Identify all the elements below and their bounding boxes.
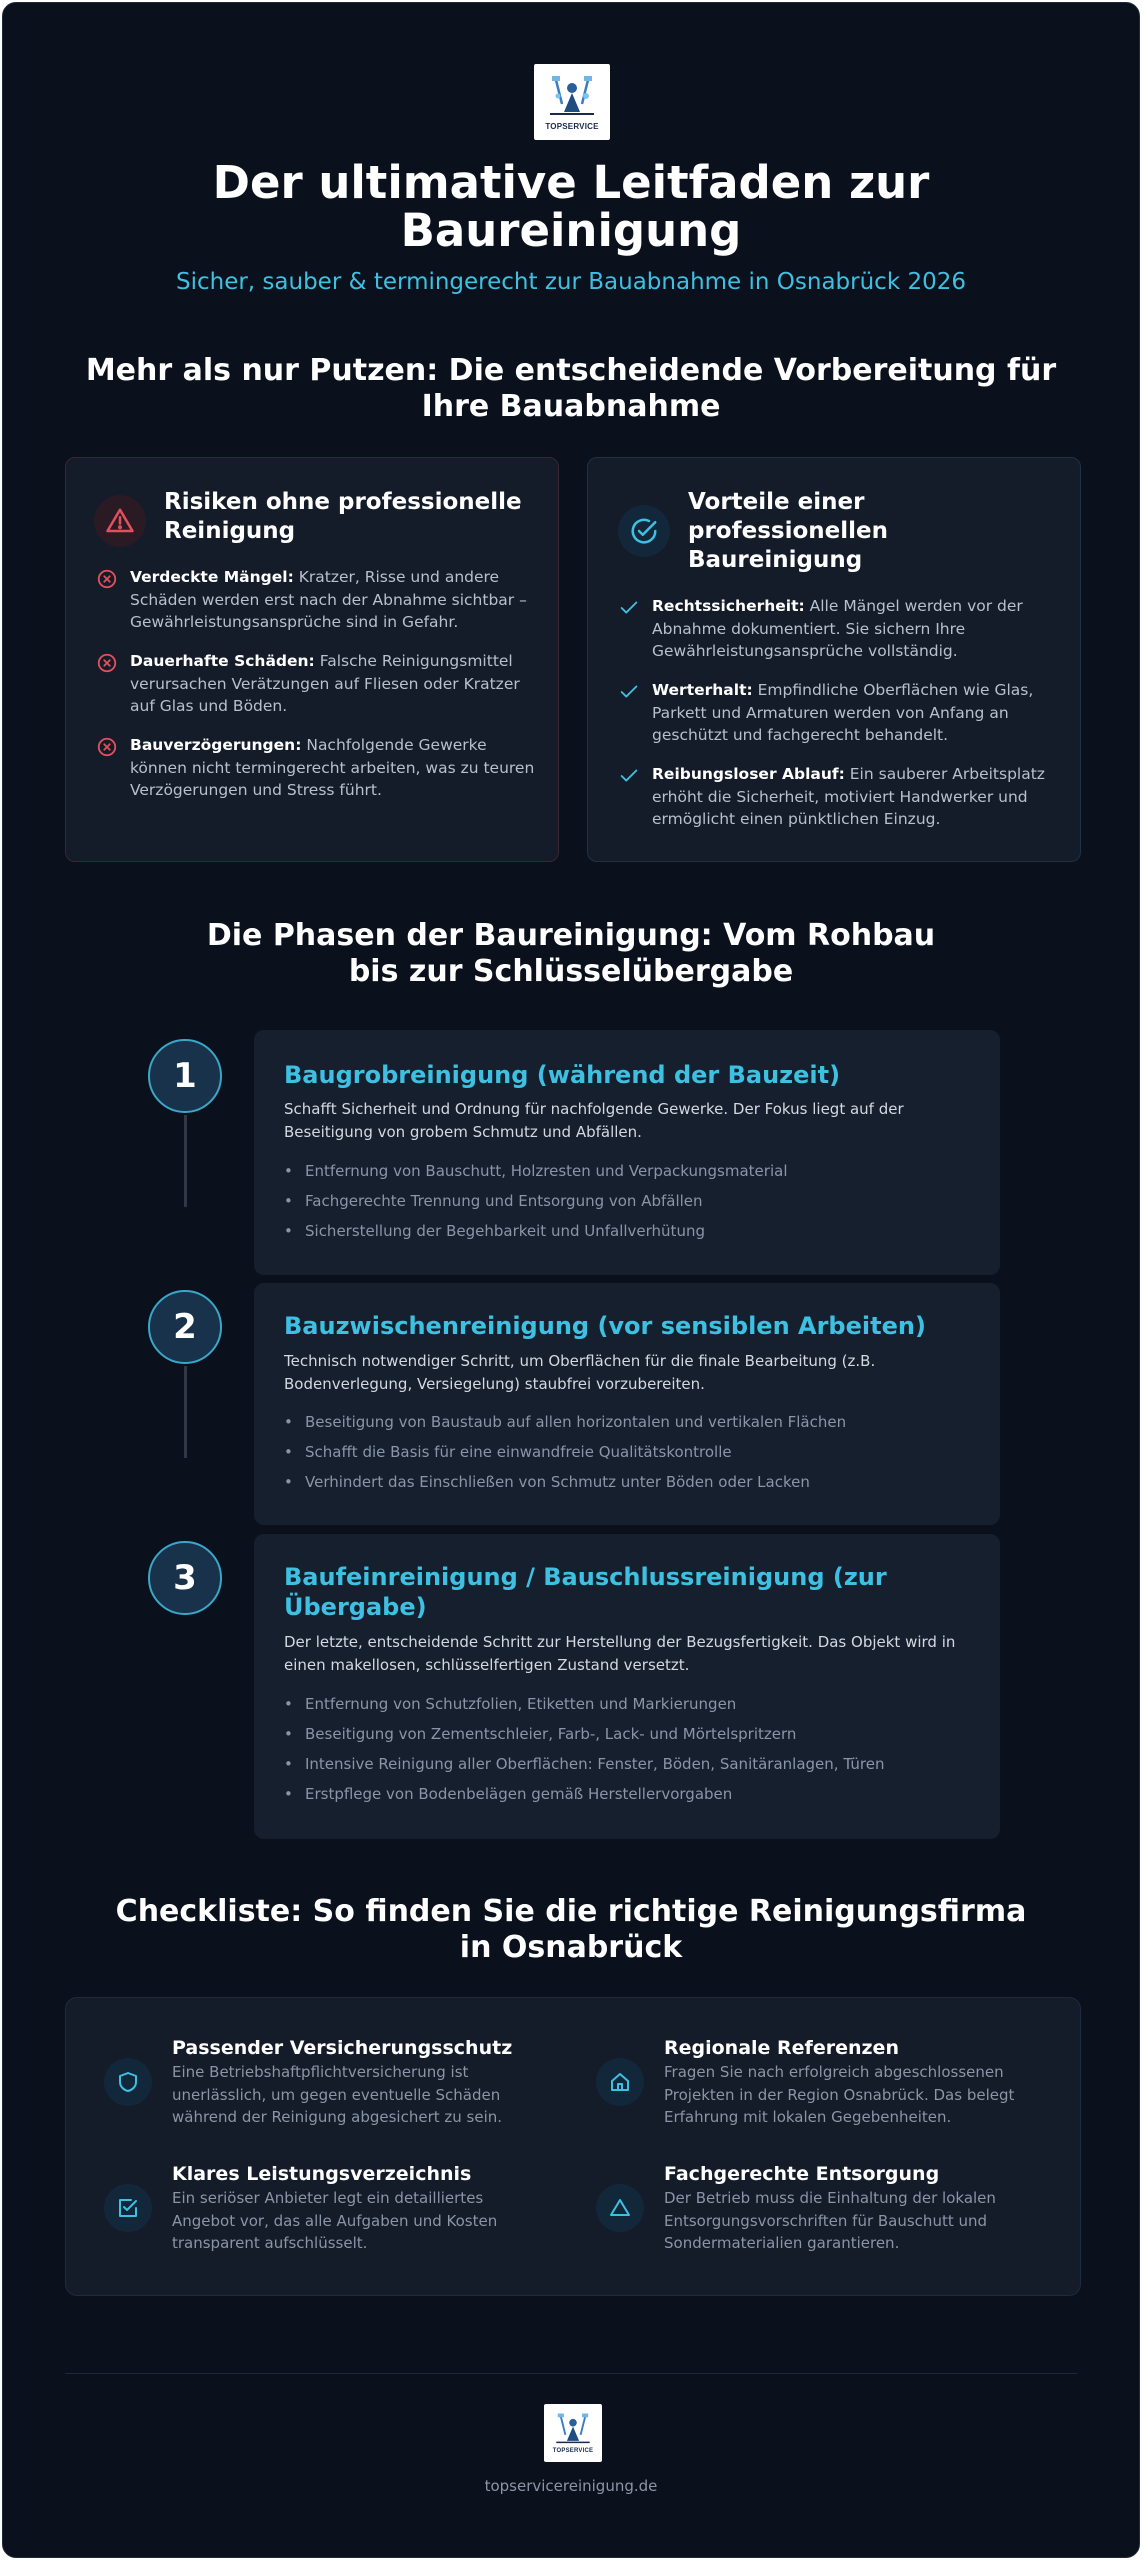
phase-list	[284, 1156, 980, 1246]
phase-card-1	[254, 1030, 1000, 1275]
checklist-item-desc: Fragen Sie nach erfolgreich abgeschlossenen Projekten in der Region Osnabrück. Das belegt Erfahrung mit lokalen Gegebenheiten.	[664, 2063, 1015, 2126]
shield-icon	[104, 2058, 152, 2106]
x-circle-icon	[96, 568, 118, 590]
risks-card	[65, 457, 559, 862]
risk-item-text: Falsche Reinigungsmittel verursachen Verätzungen auf Fliesen oder Kratzer auf Glas und Böden.	[130, 652, 520, 715]
warning-icon	[94, 495, 146, 547]
benefits-card-title: Vorteile einer professionellen Baureinigung	[688, 489, 888, 573]
phase-list	[284, 1407, 980, 1497]
phase-card-2	[254, 1283, 1000, 1525]
x-circle-icon	[96, 652, 118, 674]
timeline-connector	[184, 1115, 187, 1207]
logo-mark-icon	[542, 74, 602, 124]
checklist-item-title: Fachgerechte Entsorgung	[664, 2163, 940, 2185]
phase-number-2: 2	[148, 1290, 222, 1364]
phase-title: Baugrobreinigung (während der Bauzeit)	[284, 1061, 841, 1089]
checklist-item-title: Klares Leistungsverzeichnis	[172, 2163, 472, 2185]
check-circle-icon	[618, 505, 670, 557]
footer-website-link[interactable]: topservicereinigung.de	[484, 2477, 658, 2495]
infographic-page	[2, 2, 1140, 2558]
page-title: Der ultimative Leitfaden zur Baureinigung	[212, 156, 930, 257]
list-item: • Entfernung von Bauschutt, Holzresten und Verpackungsmaterial	[284, 1156, 980, 1186]
benefit-item-label: Werterhalt:	[652, 681, 753, 699]
list-item: • Beseitigung von Baustaub auf allen horizontalen und vertikalen Flächen	[284, 1407, 980, 1437]
benefit-item-text: Empfindliche Oberflächen wie Glas, Parkett und Armaturen werden von Anfang an geschützt und fachgerecht behandelt.	[652, 681, 1034, 744]
list-item: • Verhindert das Einschließen von Schmutz unter Böden oder Lacken	[284, 1467, 980, 1497]
check-icon	[618, 765, 640, 787]
logo-text: TOPSERVICE	[545, 121, 599, 131]
phase-title: Bauzwischenreinigung (vor sensiblen Arbeiten)	[284, 1312, 926, 1340]
risk-item-label: Bauverzögerungen:	[130, 736, 302, 754]
checklist-item-title: Passender Versicherungsschutz	[172, 2037, 513, 2059]
benefit-item	[618, 595, 1058, 663]
phase-title: Baufeinreinigung / Bauschlussreinigung (zur Übergabe)	[284, 1563, 887, 1621]
home-icon	[596, 2058, 644, 2106]
benefit-item-label: Reibungsloser Ablauf:	[652, 765, 845, 783]
list-item: • Sicherstellung der Begehbarkeit und Unfallverhütung	[284, 1216, 980, 1246]
section-title-preparation: Mehr als nur Putzen: Die entscheidende Vorbereitung für Ihre Bauabnahme	[85, 353, 1057, 424]
logo-mark-icon	[550, 2412, 596, 2450]
risk-item-label: Dauerhafte Schäden:	[130, 652, 315, 670]
list-item: • Beseitigung von Zementschleier, Farb-, Lack- und Mörtelspritzern	[284, 1719, 980, 1749]
section-title-phases: Die Phasen der Baureinigung: Vom Rohbau bis zur Schlüsselübergabe	[206, 918, 936, 989]
risk-item-label: Verdeckte Mängel:	[130, 568, 294, 586]
phase-card-3	[254, 1534, 1000, 1839]
risk-item	[96, 566, 536, 634]
triangle-icon	[596, 2184, 644, 2232]
phase-description: Der letzte, entscheidende Schritt zur Herstellung der Bezugsfertigkeit. Das Objekt wird in einen makellosen, schlüsselfertigen Zustand versetzt.	[284, 1633, 956, 1674]
phase-number-1: 1	[148, 1039, 222, 1113]
benefit-item-text: Ein sauberer Arbeitsplatz erhöht die Sicherheit, motiviert Handwerker und ermöglicht einen pünktlichen Einzug.	[652, 765, 1045, 828]
benefit-item-label: Rechtssicherheit:	[652, 597, 805, 615]
risk-item-text: Kratzer, Risse und andere Schäden werden erst nach der Abnahme sichtbar – Gewährleistungsansprüche sind in Gefahr.	[130, 568, 527, 631]
section-title-checklist: Checkliste: So finden Sie die richtige Reinigungsfirma in Osnabrück	[115, 1894, 1027, 1965]
list-item: • Schafft die Basis für eine einwandfreie Qualitätskontrolle	[284, 1437, 980, 1467]
list-item: • Erstpflege von Bodenbelägen gemäß Herstellervorgaben	[284, 1779, 980, 1809]
checklist-item-title: Regionale Referenzen	[664, 2037, 899, 2059]
phase-description: Schafft Sicherheit und Ordnung für nachfolgende Gewerke. Der Fokus liegt auf der Beseitigung von grobem Schmutz und Abfällen.	[284, 1100, 904, 1141]
check-icon	[618, 597, 640, 619]
timeline-connector	[184, 1366, 187, 1458]
phase-description: Technisch notwendiger Schritt, um Oberflächen für die finale Bearbeitung (z.B. Bodenverlegung, Versiegelung) staubfrei vorzubereiten.	[284, 1352, 876, 1393]
phase-list	[284, 1689, 980, 1809]
x-circle-icon	[96, 736, 118, 758]
risk-item	[96, 650, 536, 718]
footer-logo	[544, 2404, 602, 2462]
checklist-panel	[65, 1997, 1081, 2296]
list-item: • Entfernung von Schutzfolien, Etiketten und Markierungen	[284, 1689, 980, 1719]
checkbox-icon	[104, 2184, 152, 2232]
list-item: • Fachgerechte Trennung und Entsorgung von Abfällen	[284, 1186, 980, 1216]
logo	[534, 64, 610, 140]
risk-item	[96, 734, 536, 802]
benefit-item	[618, 679, 1058, 747]
checklist-item-desc: Der Betrieb muss die Einhaltung der lokalen Entsorgungsvorschriften für Bauschutt und Sondermaterialien garantieren.	[664, 2189, 996, 2252]
page-subtitle: Sicher, sauber & termingerecht zur Bauabnahme in Osnabrück 2026	[175, 269, 966, 295]
checklist-item-desc: Ein seriöser Anbieter legt ein detailliertes Angebot vor, das alle Aufgaben und Kosten transparent aufschlüsselt.	[172, 2189, 498, 2252]
list-item: • Intensive Reinigung aller Oberflächen: Fenster, Böden, Sanitäranlagen, Türen	[284, 1749, 980, 1779]
benefits-card	[587, 457, 1081, 862]
benefit-item	[618, 763, 1058, 831]
risk-item-text: Nachfolgende Gewerke können nicht termingerecht arbeiten, was zu teuren Verzögerungen und Stress führt.	[130, 736, 535, 799]
checklist-item-desc: Eine Betriebshaftpflichtversicherung ist unerlässlich, um gegen eventuelle Schäden während der Reinigung abgesichert zu sein.	[172, 2063, 503, 2126]
footer-divider	[65, 2373, 1077, 2374]
check-icon	[618, 681, 640, 703]
logo-text: TOPSERVICE	[552, 2448, 594, 2454]
phase-number-3: 3	[148, 1541, 222, 1615]
risks-card-title: Risiken ohne professionelle Reinigung	[164, 489, 522, 544]
benefit-item-text: Alle Mängel werden vor der Abnahme dokumentiert. Sie sichern Ihre Gewährleistungsansprüche vollständig.	[652, 597, 1023, 660]
